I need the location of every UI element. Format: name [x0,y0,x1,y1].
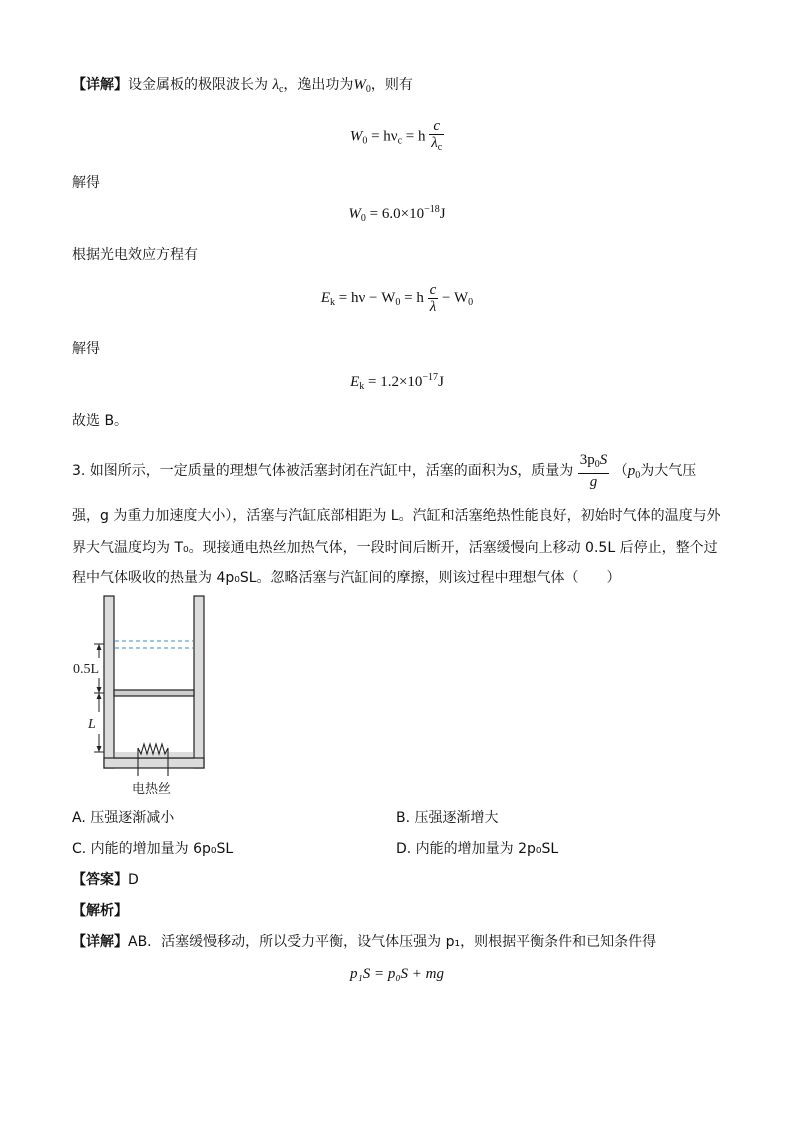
option-c: C. 内能的增加量为 6p₀SL [72,841,234,857]
label-half-L: 0.5L [73,662,100,677]
cylinder-left-wall [104,596,114,768]
cylinder-right-wall [194,596,204,768]
detail-line-1: 【详解】设金属板的极限波长为 $\lambda_c$，逸出功为$W_0$，则有 [72,77,413,95]
option-b: B. 压强逐渐增大 [396,810,499,826]
option-d: D. 内能的增加量为 2p₀SL [396,841,559,857]
equation-ek-value: $E_k = 1.2\times 10^{-17}J$ [350,372,444,392]
answer-line: 【答案】D [72,872,139,888]
photoelectric-intro: 根据光电效应方程有 [72,247,198,263]
question-3-line-2: 强，g 为重力加速度大小），活塞与汽缸底部相距为 L。汽缸和活塞绝热性能良好，初始时气体的温度与外 [72,508,721,524]
option-a: A. 压强逐渐减小 [72,810,175,826]
equation-balance: p₁S = p₀S + mg [349,966,444,982]
question-3-line-3: 界大气温度均为 T₀。现接通电热丝加热气体，一段时间后断开，活塞缓慢向上移动 0.5L 后停止，整个过 [72,540,718,556]
equation-work-function: $W_0 = h\nu_c = h$ $\frac{c}{\lambda_c}$ [349,118,443,153]
cylinder-diagram [72,592,212,798]
detail-label: 【详解】 [72,77,128,93]
analysis-label: 【解析】 [72,903,128,919]
detail-line-2: 【详解】AB．活塞缓慢移动，所以受力平衡，设气体压强为 p₁，则根据平衡条件和已知条件得 [72,934,657,950]
choose-answer: 故选 B。 [72,413,129,429]
label-L: L [88,717,96,732]
equation-photoelectric: $E_k = h\nu - W_0 = h$ $\frac{c}{\lambda}$ − $W_0$ [320,282,474,315]
piston [114,690,194,696]
solve-label-2: 解得 [72,341,100,357]
question-3-line-4: 程中气体吸收的热量为 4p₀SL。忽略活塞与汽缸间的摩擦，则该过程中理想气体（ ） [72,570,621,586]
solve-label-1: 解得 [72,175,100,191]
cylinder-bottom [104,758,204,768]
question-3-line-1: 3. 如图所示，一定质量的理想气体被活塞封闭在汽缸中，活塞的面积为S，质量为 $\frac{3p_0S}{g}$ （$p_0$为大气压 [72,452,697,490]
equation-w0-value: $W_0 = 6.0\times 10^{-18}J$ [348,204,446,224]
label-heater: 电热丝 [132,782,172,797]
